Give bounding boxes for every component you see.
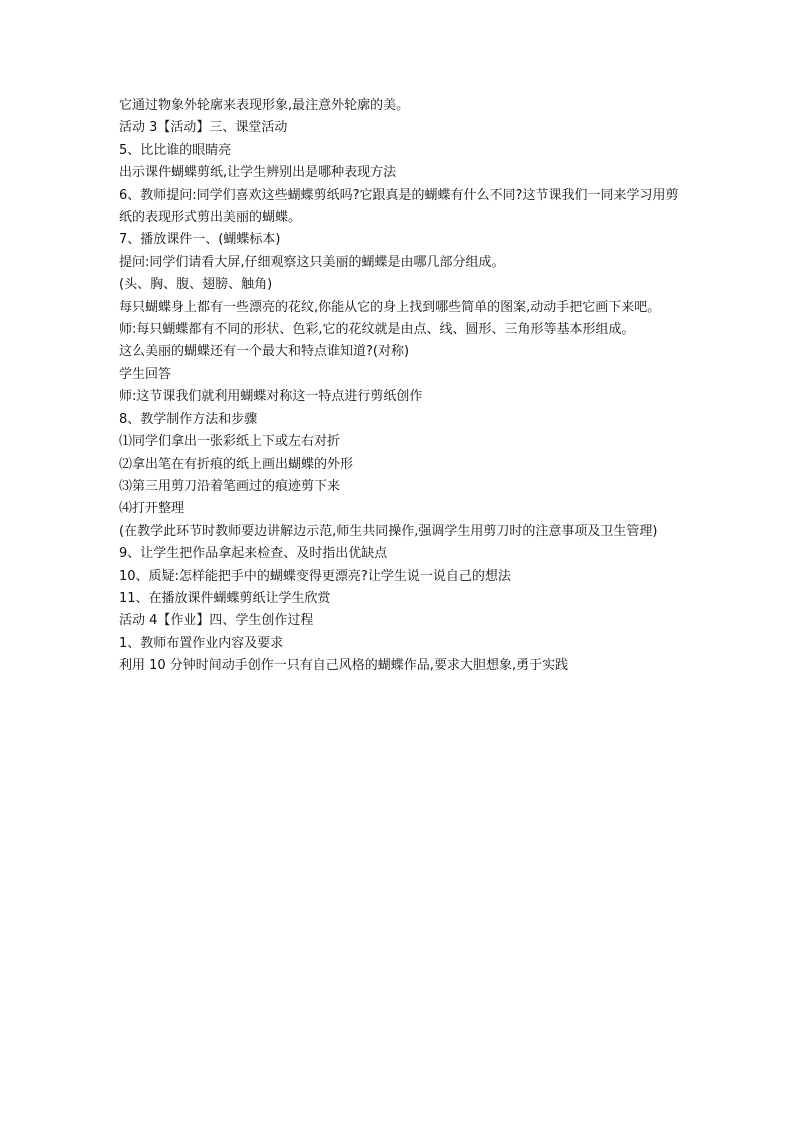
heading-activity-4: 活动 4【作业】四、学生创作过程 xyxy=(119,613,314,629)
heading-activity-3: 活动 3【活动】三、课堂活动 xyxy=(119,120,288,136)
paragraph-teacher-symmetry: 师:这节课我们就利用蝴蝶对称这一特点进行剪纸创作 xyxy=(119,389,423,405)
paragraph-teaching-note: (在教学此环节时教师要边讲解边示范,师生共同操作,强调学生用剪刀时的注意事项及卫生管理) xyxy=(119,523,658,539)
item-8: 8、教学制作方法和步骤 xyxy=(119,411,258,427)
paragraph-show-courseware: 出示课件蝴蝶剪纸,让学生辨别出是哪种表现方法 xyxy=(119,165,397,181)
homework-item-1: 1、教师布置作业内容及要求 xyxy=(119,635,284,651)
paragraph-outline-beauty: 它通过物象外轮廓来表现形象,最注意外轮廓的美。 xyxy=(119,98,410,113)
paragraph-homework: 利用 10 分钟时间动手创作一只有自己风格的蝴蝶作品,要求大胆想象,勇于实践 xyxy=(119,658,569,674)
step-2: ⑵拿出笔在有折痕的纸上画出蝴蝶的外形 xyxy=(119,456,354,472)
paragraph-question: 提问:同学们请看大屏,仔细观察这只美丽的蝴蝶是由哪几部分组成。 xyxy=(119,254,505,270)
step-1: ⑴同学们拿出一张彩纸上下或左右对折 xyxy=(119,434,341,450)
paragraph-body-parts: (头、胸、腹、翅膀、触角) xyxy=(119,277,273,293)
item-7: 7、播放课件一、(蝴蝶标本) xyxy=(119,232,281,248)
paragraph-patterns: 每只蝴蝶身上都有一些漂亮的花纹,你能从它的身上找到哪些简单的图案,动动手把它画下来吧。 xyxy=(119,299,661,315)
paragraph-teacher-shapes: 师:每只蝴蝶都有不同的形状、色彩,它的花纹就是由点、线、圆形、三角形等基本形组成。 xyxy=(119,322,635,338)
paragraph-student-answer: 学生回答 xyxy=(119,366,172,382)
item-9: 9、让学生把作品拿起来检查、及时指出优缺点 xyxy=(119,546,388,562)
paragraph-symmetry-question: 这么美丽的蝴蝶还有一个最大和特点谁知道?(对称) xyxy=(119,344,410,360)
item-5: 5、比比谁的眼睛亮 xyxy=(119,142,232,158)
document-body xyxy=(119,95,679,678)
item-10: 10、质疑:怎样能把手中的蝴蝶变得更漂亮?让学生说一说自己的想法 xyxy=(119,568,511,584)
step-3: ⑶第三用剪刀沿着笔画过的痕迹剪下来 xyxy=(119,478,341,494)
item-6: 6、教师提问:同学们喜欢这些蝴蝶剪纸吗?它跟真是的蝴蝶有什么不同?这节课我们一同来学习用剪纸的表现形式剪出美丽的蝴蝶。 xyxy=(119,187,679,226)
item-11: 11、在播放课件蝴蝶剪纸让学生欣赏 xyxy=(119,590,331,606)
step-4: ⑷打开整理 xyxy=(119,501,185,517)
